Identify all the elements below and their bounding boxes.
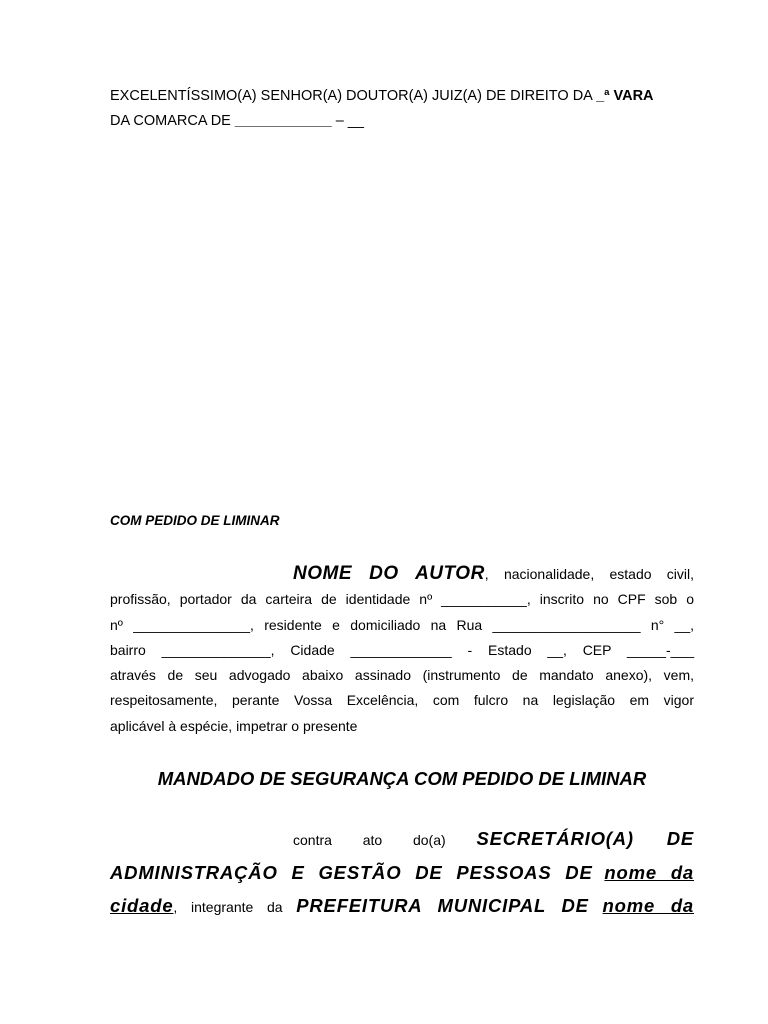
- party-line-3: nº _______________, residente e domiciliado na Rua ___________________ n° __,: [110, 616, 694, 633]
- addressee-line-1-text: EXCELENTÍSSIMO(A) SENHOR(A) DOUTOR(A) JUIZ(A) DE DIREITO DA: [110, 88, 597, 104]
- addressee-line-2: [110, 109, 694, 134]
- prefeitura-name: PREFEITURA MUNICIPAL DE: [296, 895, 589, 916]
- addressee-line-2-text: DA COMARCA DE: [110, 113, 235, 129]
- secretary-title: SECRETÁRIO(A) DE: [476, 828, 695, 849]
- addressee-line-1: [110, 84, 694, 109]
- vara-number: _ª VARA: [596, 88, 654, 104]
- comarca-blank: ____________: [234, 113, 332, 129]
- party-line-6: respeitosamente, perante Vossa Excelência, com fulcro na legislação em vigor: [110, 692, 694, 709]
- party-line-4: bairro ______________, Cidade _____________ - Estado __, CEP _____-___: [110, 641, 694, 658]
- party-qualification-paragraph: [110, 561, 694, 739]
- party-line-2: profissão, portador da carteira de identidade nº ___________, inscrito no CPF sob o: [110, 591, 694, 608]
- author-name: NOME DO AUTOR: [293, 563, 485, 584]
- against-line-1-text: contra ato do(a): [293, 832, 446, 848]
- city-name-placeholder-2: cidade: [110, 895, 174, 916]
- against-paragraph: [110, 823, 694, 924]
- city-name-placeholder-3: nome da: [602, 895, 695, 916]
- party-line-1-rest: , nacionalidade, estado civil,: [484, 566, 695, 582]
- addressee-line-2-suffix: – __: [331, 113, 364, 129]
- secretariat-name: ADMINISTRAÇÃO E GESTÃO DE PESSOAS DE: [110, 861, 593, 883]
- addressee-block: [110, 84, 694, 134]
- party-line-5: através de seu advogado abaixo assinado (instrumento de mandato anexo), vem,: [110, 667, 694, 684]
- liminar-heading: COM PEDIDO DE LIMINAR: [110, 513, 280, 528]
- against-line-3-text: , integrante da: [173, 899, 283, 915]
- document-title: MANDADO DE SEGURANÇA COM PEDIDO DE LIMINAR: [157, 768, 647, 789]
- city-name-placeholder-1: nome da: [604, 861, 695, 883]
- party-line-7: aplicável à espécie, impetrar o presente: [110, 717, 358, 734]
